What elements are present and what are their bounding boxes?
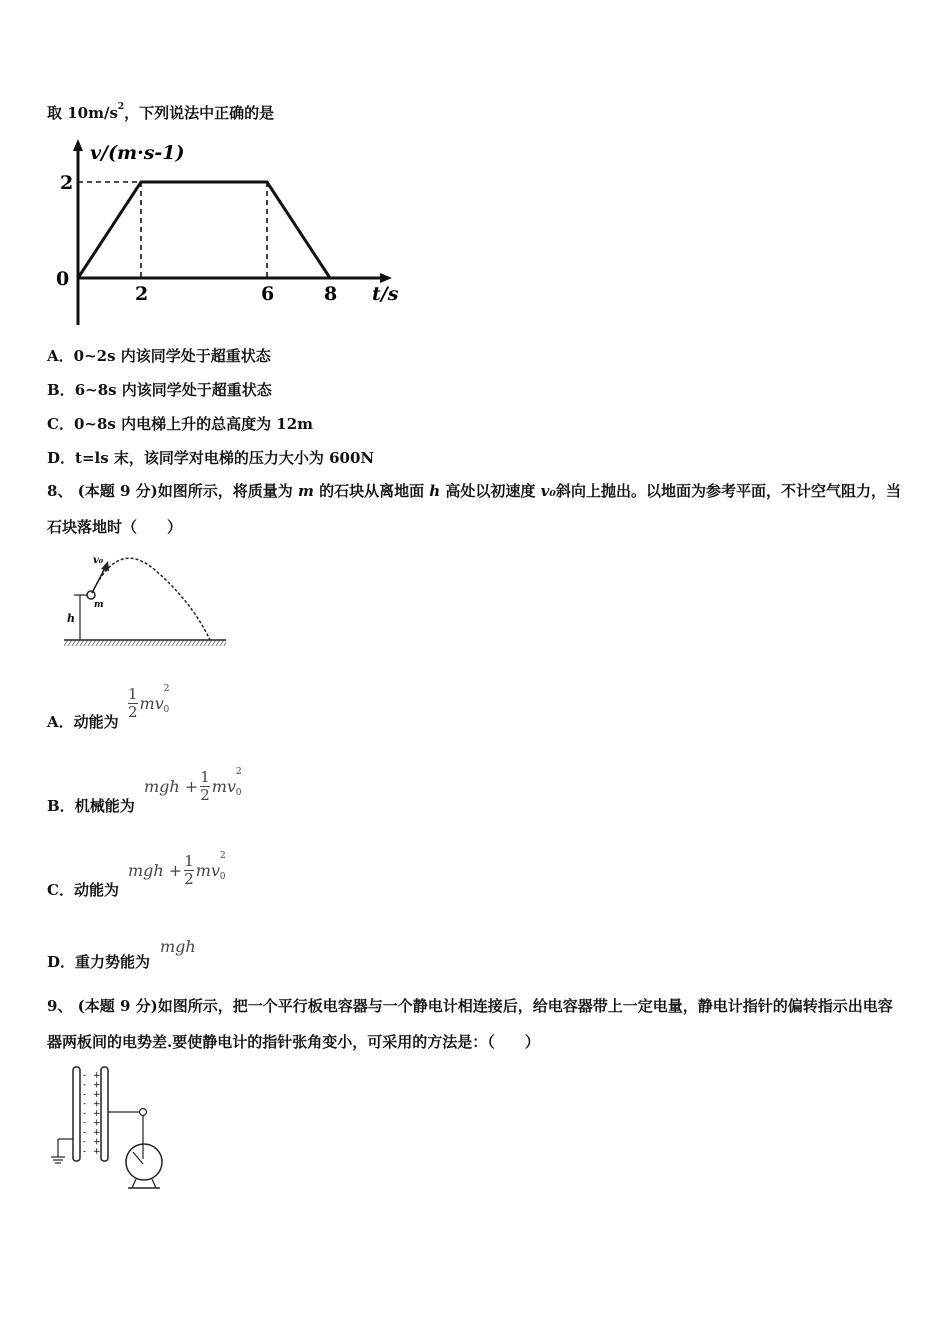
x-axis-label: t/s [372,283,399,305]
q8-option-b: B．机械能为 [47,797,135,815]
q7-option-d: D．t=ls 末，该同学对电梯的压力大小为 600N [47,449,375,467]
electrometer-case [126,1144,162,1180]
positive-charge: + [93,1099,101,1110]
trajectory-curve [92,558,210,640]
fraction-half: $\frac{1}{2}$ [200,768,210,804]
h-label: h [67,612,75,625]
negative-charge: - [83,1099,87,1110]
electrometer-knob [140,1109,147,1116]
negative-charge: - [83,1147,87,1157]
y-axis-label: v/(m·s-1) [90,142,185,164]
positive-charge: + [93,1118,101,1129]
capacitor-electrometer-figure [48,1064,198,1194]
negative-charge: - [83,1137,87,1148]
x-tick-label: 8 [324,283,338,305]
velocity-line [78,182,330,278]
x-tick-label: 6 [261,283,275,305]
origin-label: 0 [56,268,70,290]
q8-option-c-formula: mgh + $\frac{1}{2}$ $mv^2_0$ [128,851,226,888]
electrometer-needle [133,1152,143,1164]
stone-circle [87,591,95,599]
positive-charge: + [93,1128,101,1138]
q8-option-a: A．动能为 [47,713,119,731]
positive-charge: + [93,1090,101,1100]
fraction-half: $\frac{1}{2}$ [184,852,194,888]
negative-charge: - [83,1118,87,1129]
negative-charge: - [83,1071,87,1081]
q9-stem: 9、 (本题 9 分)如图所示，把一个平行板电容器与一个静电计相连接后，给电容器带上一定电量，静电计指针的偏转指示出电容器两板间的电势差.要使静电计的指针张角变小，可采用的方法是：（ ） [47,997,893,1051]
v0-label: v₀ [93,555,104,566]
positive-charge: + [93,1080,101,1091]
y-axis-arrow [73,139,83,151]
m-label: m [94,600,104,610]
velocity-arrow [92,566,106,593]
q8-stem: 8、 (本题 9 分)如图所示，将质量为 m 的石块从离地面 h 高处以初速度 v₀斜向上抛出。以地面为参考平面，不计空气阻力，当石块落地时（ ） [47,482,901,536]
q8-option-c: C．动能为 [47,881,119,899]
positive-charge: + [93,1137,101,1148]
negative-charge: - [83,1128,87,1138]
negative-charge: - [83,1090,87,1100]
positive-charge: + [93,1071,101,1081]
q7-option-a: A．0~2s 内该同学处于超重状态 [47,347,271,365]
q8-option-d-formula: mgh [160,937,196,956]
left-plate [73,1067,80,1161]
electrometer-base-left [132,1179,136,1188]
negative-charge: - [83,1109,87,1119]
projectile-figure [60,548,230,653]
x-axis-arrow [380,273,392,283]
q8-option-a-formula: $\frac{1}{2}$ $mv^2_0$ [128,684,170,721]
velocity-time-graph [50,135,410,330]
right-plate [101,1067,108,1161]
fraction-half: $\frac{1}{2}$ [128,685,138,721]
q8-option-d: D．重力势能为 [47,953,151,971]
q7-option-c: C．0~8s 内电梯上升的总高度为 12m [47,415,314,433]
positive-charge: + [93,1147,101,1157]
q7-option-b: B．6~8s 内该同学处于超重状态 [47,381,272,399]
positive-charge: + [93,1109,101,1119]
negative-charge: - [83,1080,87,1091]
ground-hatch [64,640,226,646]
intro-line: 取 $10m/s^2$，下列说法中正确的是 [47,102,275,122]
y-tick-label: 2 [60,172,74,194]
x-tick-label: 2 [135,283,149,305]
electrometer-base-right [152,1179,156,1188]
q8-option-b-formula: mgh + $\frac{1}{2}$ $mv^2_0$ [144,767,242,804]
